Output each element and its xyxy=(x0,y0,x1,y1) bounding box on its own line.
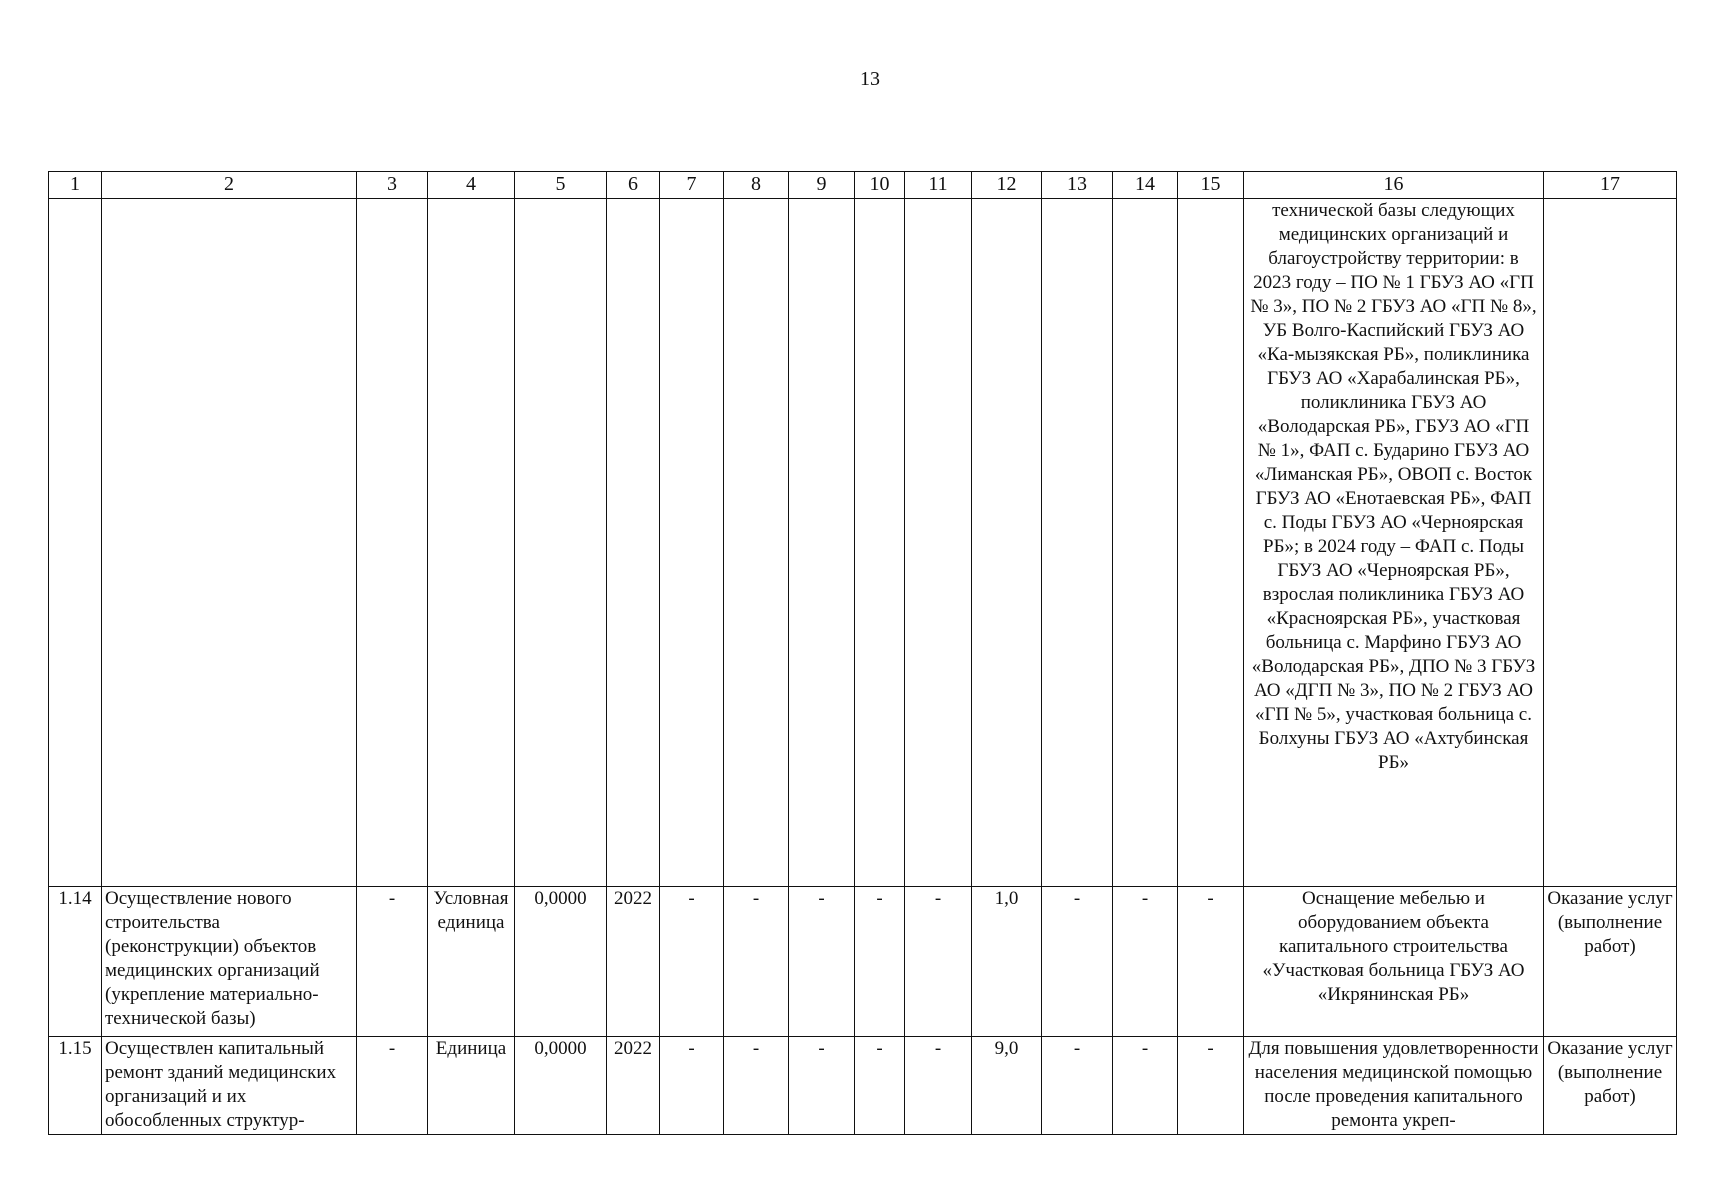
table-cell xyxy=(972,199,1042,887)
table-cell: - xyxy=(1042,1037,1113,1135)
table-cell xyxy=(607,199,660,887)
table-cell: - xyxy=(855,887,905,1037)
column-header: 2 xyxy=(102,172,357,199)
type-cell: Оказание услуг (выполнение работ) xyxy=(1544,887,1677,1037)
result-description-cell: Оснащение мебелью и оборудованием объекта капитального строительства «Участковая больница ГБУЗ АО «Икрянинская РБ» xyxy=(1244,887,1544,1037)
column-header: 14 xyxy=(1113,172,1178,199)
table-cell xyxy=(660,199,724,887)
table-cell: - xyxy=(855,1037,905,1135)
data-table xyxy=(48,171,1677,1135)
result-description-cell: Для повышения удовлетворенности населения медицинской помощью после проведения капитального ремонта укреп- xyxy=(1244,1037,1544,1135)
table-cell: - xyxy=(789,1037,855,1135)
table-cell: - xyxy=(660,1037,724,1135)
table-cell: - xyxy=(1113,887,1178,1037)
unit-cell: Условная единица xyxy=(428,887,515,1037)
column-header: 11 xyxy=(905,172,972,199)
column-header: 12 xyxy=(972,172,1042,199)
year-cell: 2022 xyxy=(607,887,660,1037)
column-number-header-row xyxy=(49,172,1677,199)
column-header: 6 xyxy=(607,172,660,199)
table-row xyxy=(49,887,1677,1037)
table-cell xyxy=(1042,199,1113,887)
table-row-continued xyxy=(49,199,1677,887)
value-cell: 9,0 xyxy=(972,1037,1042,1135)
table-cell: - xyxy=(1113,1037,1178,1135)
row-number-cell: 1.15 xyxy=(49,1037,102,1135)
column-header: 3 xyxy=(357,172,428,199)
measure-name-cell: Осуществлен капитальный ремонт зданий медицинских организаций и их обособленных структур- xyxy=(102,1037,357,1135)
table-cell: - xyxy=(357,887,428,1037)
column-header: 4 xyxy=(428,172,515,199)
result-description-cell: технической базы следующих медицинских организаций и благоустройству территории: в 2023 году – ПО № 1 ГБУЗ АО «ГП № 3», ПО № 2 ГБУЗ АО «ГП № 8», УБ Волго-Каспийский ГБУЗ АО «Ка-мызякская РБ», поликлиника ГБУЗ АО «Харабалинская РБ», поликлиника ГБУЗ АО «Володарская РБ», ГБУЗ АО «ГП № 1», ФАП с. Бударино ГБУЗ АО «Лиманская РБ», ОВОП с. Восток ГБУЗ АО «Енотаевская РБ», ФАП с. Поды ГБУЗ АО «Черноярская РБ»; в 2024 году – ФАП с. Поды ГБУЗ АО «Черноярская РБ», взрослая поликлиника ГБУЗ АО «Красноярская РБ», участковая больница с. Марфино ГБУЗ АО «Володарская РБ», ДПО № 3 ГБУЗ АО «ДГП № 3», ПО № 2 ГБУЗ АО «ГП № 5», участковая больница с. Болхуны ГБУЗ АО «Ахтубинская РБ» xyxy=(1244,199,1544,887)
table-cell xyxy=(905,199,972,887)
table-cell: - xyxy=(1178,887,1244,1037)
unit-cell: Единица xyxy=(428,1037,515,1135)
table-cell xyxy=(789,199,855,887)
table-cell: - xyxy=(660,887,724,1037)
table-cell: - xyxy=(357,1037,428,1135)
column-header: 8 xyxy=(724,172,789,199)
table-cell xyxy=(428,199,515,887)
column-header: 13 xyxy=(1042,172,1113,199)
row-number-cell: 1.14 xyxy=(49,887,102,1037)
base-value-cell: 0,0000 xyxy=(515,887,607,1037)
page-number: 13 xyxy=(860,68,880,90)
table-cell: - xyxy=(789,887,855,1037)
table-cell xyxy=(1178,199,1244,887)
year-cell: 2022 xyxy=(607,1037,660,1135)
table-cell xyxy=(1544,199,1677,887)
table-cell: - xyxy=(905,1037,972,1135)
type-cell: Оказание услуг (выполнение работ) xyxy=(1544,1037,1677,1135)
column-header: 5 xyxy=(515,172,607,199)
table-cell: - xyxy=(724,1037,789,1135)
value-cell: 1,0 xyxy=(972,887,1042,1037)
column-header: 15 xyxy=(1178,172,1244,199)
table-row xyxy=(49,1037,1677,1135)
table-cell xyxy=(1113,199,1178,887)
table-cell xyxy=(102,199,357,887)
column-header: 1 xyxy=(49,172,102,199)
table-cell xyxy=(515,199,607,887)
table-cell: - xyxy=(1042,887,1113,1037)
table-cell: - xyxy=(724,887,789,1037)
table-cell xyxy=(49,199,102,887)
table-cell: - xyxy=(905,887,972,1037)
column-header: 9 xyxy=(789,172,855,199)
base-value-cell: 0,0000 xyxy=(515,1037,607,1135)
table-cell: - xyxy=(1178,1037,1244,1135)
measure-name-cell: Осуществление нового строительства (реконструкции) объектов медицинских организаций (укрепление материально-технической базы) xyxy=(102,887,357,1037)
column-header: 16 xyxy=(1244,172,1544,199)
table-cell xyxy=(357,199,428,887)
column-header: 17 xyxy=(1544,172,1677,199)
column-header: 10 xyxy=(855,172,905,199)
table-cell xyxy=(724,199,789,887)
column-header: 7 xyxy=(660,172,724,199)
table-cell xyxy=(855,199,905,887)
